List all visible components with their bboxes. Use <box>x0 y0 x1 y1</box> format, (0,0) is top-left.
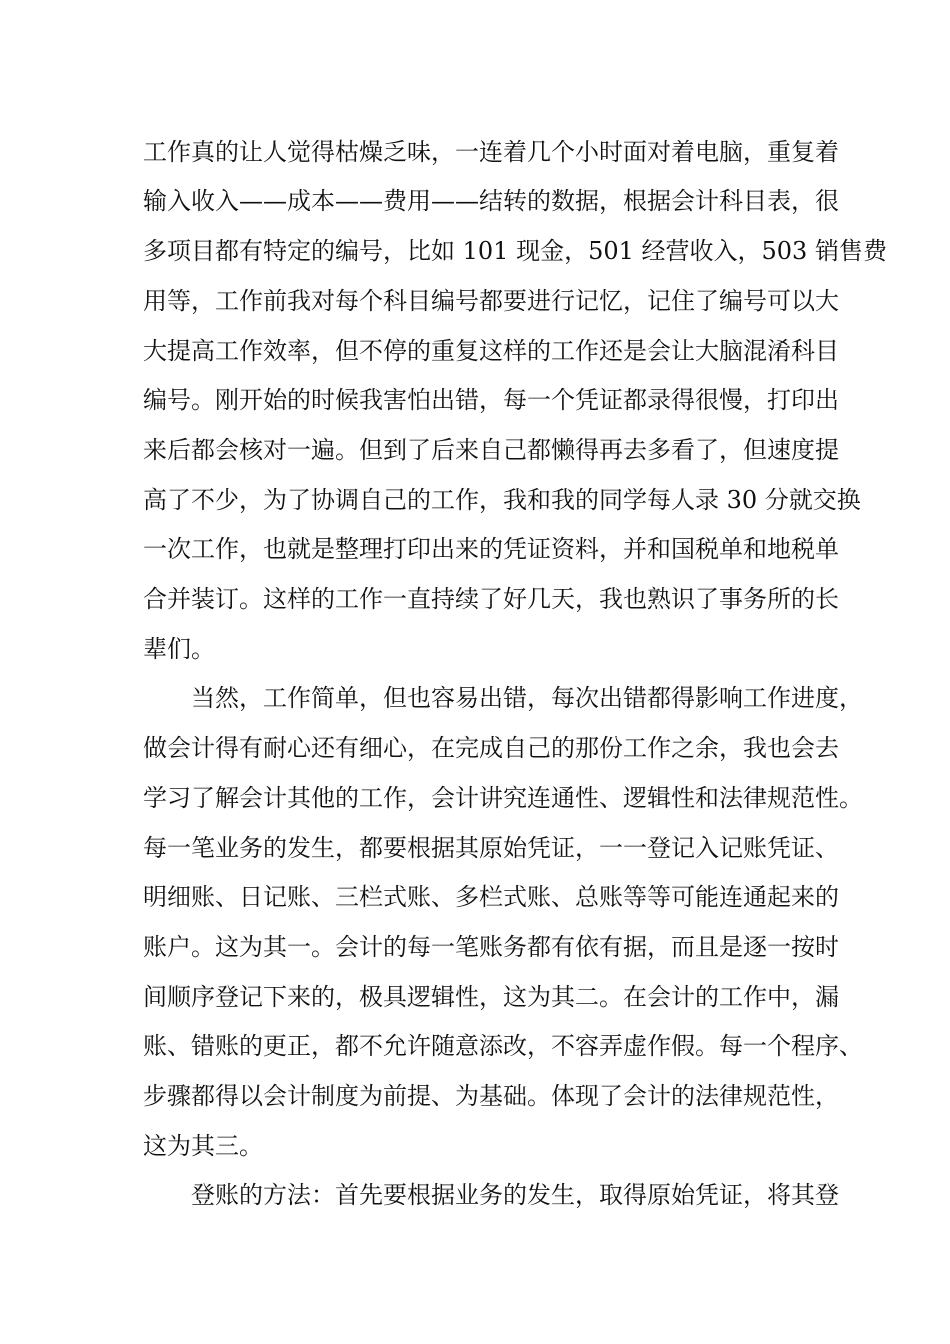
text-line: 做会计得有耐心还有细心，在完成自己的那份工作之余，我也会去 <box>143 734 839 762</box>
text-line: 一次工作，也就是整理打印出来的凭证资料，并和国税单和地税单 <box>143 535 839 563</box>
text-line: 输入收入——成本——费用——结转的数据，根据会计科目表，很 <box>143 187 839 215</box>
text-line: 辈们。 <box>143 635 215 663</box>
text-line: 来后都会核对一遍。但到了后来自己都懒得再去多看了，但速度提 <box>143 436 839 464</box>
text-line: 高了不少，为了协调自己的工作，我和我的同学每人录 30 分就交换 <box>143 486 861 514</box>
text-line: 间顺序登记下来的，极具逻辑性，这为其二。在会计的工作中，漏 <box>143 983 839 1011</box>
text-line: 账户。这为其一。会计的每一笔账务都有依有据，而且是逐一按时 <box>143 933 839 961</box>
text-line: 用等，工作前我对每个科目编号都要进行记忆，记住了编号可以大 <box>143 287 839 315</box>
text-line: 大提高工作效率，但不停的重复这样的工作还是会让大脑混淆科目 <box>143 337 839 365</box>
text-line: 多项目都有特定的编号，比如 101 现金，501 经营收入，503 销售费 <box>143 237 887 265</box>
text-line: 明细账、日记账、三栏式账、多栏式账、总账等等可能连通起来的 <box>143 883 839 911</box>
text-line: 学习了解会计其他的工作，会计讲究连通性、逻辑性和法律规范性。 <box>143 784 863 812</box>
text-line: 步骤都得以会计制度为前提、为基础。体现了会计的法律规范性， <box>143 1082 839 1110</box>
text-line: 合并装订。这样的工作一直持续了好几天，我也熟识了事务所的长 <box>143 585 839 613</box>
text-line: 这为其三。 <box>143 1132 263 1160</box>
text-line: 每一笔业务的发生，都要根据其原始凭证，一一登记入记账凭证、 <box>143 834 839 862</box>
paragraph-start-line: 当然，工作简单，但也容易出错，每次出错都得影响工作进度， <box>191 684 863 712</box>
text-line: 工作真的让人觉得枯燥乏味，一连着几个小时面对着电脑，重复着 <box>143 138 839 166</box>
text-line: 账、错账的更正，都不允许随意添改，不容弄虚作假。每一个程序、 <box>143 1032 863 1060</box>
paragraph-start-line: 登账的方法：首先要根据业务的发生，取得原始凭证，将其登 <box>191 1181 839 1209</box>
text-line: 编号。刚开始的时候我害怕出错，每一个凭证都录得很慢，打印出 <box>143 386 839 414</box>
